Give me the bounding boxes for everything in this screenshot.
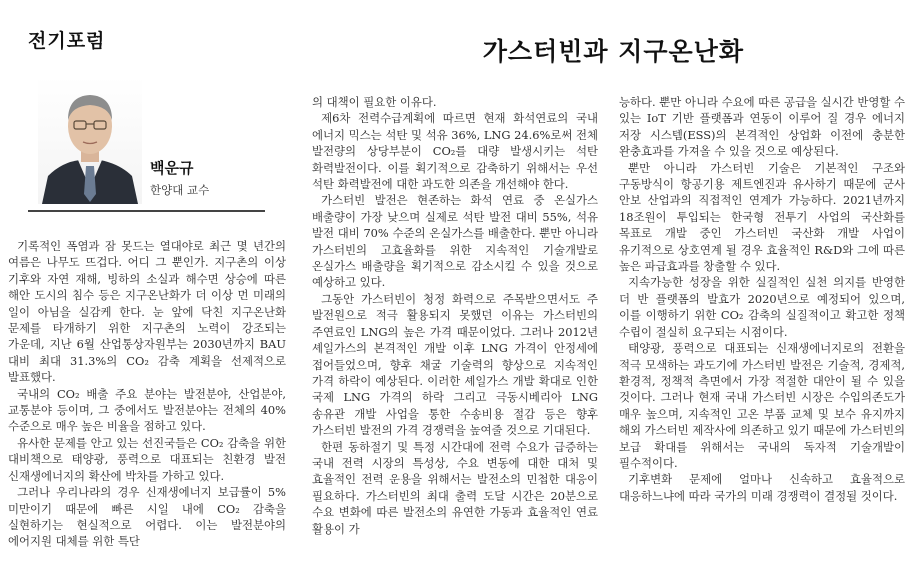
author-divider — [28, 210, 265, 212]
paragraph: 국내의 CO₂ 배출 주요 분야는 발전분야, 산업분야, 교통분야 등이며, 그 중에서도 발전분야는 전체의 40% 수준으로 매우 높은 비율을 점하고 있다. — [8, 386, 286, 434]
paragraph: 기록적인 폭염과 잠 못드는 열대야로 최근 몇 년간의 여름은 나무도 뜨겁다. 어디 그 뿐인가. 지구촌의 이상 기후와 자연 재해, 빙하의 소실과 해수면 상승에 따른 해안 도시의 침수 등은 지구온난화가 더 이상 먼 미래의 일이 아님을 실감케 한다. 눈 앞에 닥친 지구온난화 문제를 타개하기 위한 지구촌의 노력이 강조되는 가운데, 지난 6월 산업통상자원부는 2030년까지 BAU 대비 최대 31.3%의 CO₂ 감축 계획을 선제적으로 발표했다. — [8, 239, 286, 385]
author-portrait — [38, 76, 142, 204]
paragraph: 지속가능한 성장을 위한 실질적인 실천 의지를 반영한 더 반 플랫폼의 발효가 2020년으로 예정되어 있으며, 이를 이행하기 위한 CO₂ 감축의 실질적이고 확고한 정책 수립이 절실히 요구되는 시점이다. — [619, 275, 905, 339]
paragraph: 태양광, 풍력으로 대표되는 신재생에너지로의 전환을 적극 모색하는 과도기에 가스터빈 발전은 기술적, 경제적, 환경적, 정책적 측면에서 가장 적절한 대안이 될 수 있을 것이다. 그러나 현재 국내 가스터빈 시장은 수입의존도가 매우 높으며, 지속적인 고온 부품 교체 및 보수 유지까지 해외 가스터빈 제작사에 의존하고 있기 때문에 가스터빈의 보급 확대를 위해서는 국내의 독자적 기술개발이 필수적이다. — [619, 341, 905, 470]
section-title: 전기포럼 — [28, 30, 106, 52]
paragraph: 그동안 가스터빈이 청정 화력으로 주목받으면서도 주 발전원으로 적극 활용되지 못했던 이유는 가스터빈의 주연료인 LNG의 높은 가격 때문이었다. 그러나 2012년 셰일가스의 본격적인 개발 이후 LNG 가격이 안정세에 접어들었으며, 향후 채굴 기술력의 향상으로 지속적인 가격 하락이 예상된다. 이러한 셰일가스 개발 확대로 인한 국제 LNG 가격의 하락 그리고 극동시베리아 LNG 송유관 개발 사업을 통한 수송비용 절감 등은 향후 가스터빈 발전의 가격 경쟁력을 높여줄 것으로 기대된다. — [312, 291, 598, 438]
paragraph: 가스터빈 발전은 현존하는 화석 연료 중 온실가스 배출량이 가장 낮으며 실제로 석탄 발전 대비 55%, 석유 발전 대비 70% 수준의 온실가스를 배출한다. 뿐만 아니라 가스터빈의 고효율화를 위한 지속적인 기술개발로 온실가스 배출량을 획기적으로 감소시킬 수 있을 것으로 예상하고 있다. — [312, 193, 598, 290]
author-name: 백운규 — [150, 159, 194, 177]
paragraph: 제6차 전력수급계획에 따르면 현재 화석연료의 국내 에너지 믹스는 석탄 및 석유 36%, LNG 24.6%로써 전체 발전량의 상당부분이 CO₂를 대량 발생시키는 석탄 화력발전이다. 이를 획기적으로 감축하기 위해서는 우선 석탄 화력발전에 대한 과도한 의존을 개선해야 한다. — [312, 111, 598, 192]
paragraph: 기후변화 문제에 얼마나 신속하고 효율적으로 대응하느냐에 따라 국가의 미래 경쟁력이 결정될 것이다. — [619, 472, 905, 503]
article-headline: 가스터빈과 지구온난화 — [482, 37, 744, 66]
paragraph: 뿐만 아니라 가스터빈 기술은 기본적인 구조와 구동방식이 항공기용 제트엔진과 유사하기 때문에 군사 안보 산업과의 직접적인 연계가 가능하다. 2021년까지 18조원이 투입되는 한국형 전투기 사업의 국산화를 목표로 개발 중인 가스터빈 국산화 개발 사업이 유기적으로 상호연계 될 경우 효율적인 R&D와 그에 따른 높은 파급효과를 창출할 수 있다. — [619, 160, 905, 274]
paragraph: 유사한 문제를 안고 있는 선진국들은 CO₂ 감축을 위한 대비책으로 태양광, 풍력으로 대표되는 친환경 발전 신재생에너지의 확산에 박차를 가하고 있다. — [8, 435, 286, 483]
paragraph: 한편 동하절기 및 특정 시간대에 전력 수요가 급증하는 국내 전력 시장의 특성상, 수요 변동에 대한 대처 및 효율적인 전력 운용을 위해서는 발전소의 민첩한 대응이 필요하다. 가스터빈의 최대 출력 도달 시간은 20분으로 수요 변화에 따른 발전소의 유연한 가동과 효율적인 연료 활용이 가 — [312, 439, 598, 536]
paragraph: 그러나 우리나라의 경우 신재생에너지 보급률이 5% 미만이기 때문에 빠른 시일 내에 CO₂ 감축을 실현하기는 현실적으로 어렵다. 이는 발전분야의 에어지원 대체를 위한 특단 — [8, 485, 286, 549]
article-column-3 — [619, 94, 905, 504]
paragraph: 의 대책이 필요한 이유다. — [312, 95, 437, 109]
author-affiliation: 한양대 교수 — [150, 183, 210, 197]
paragraph: 능하다. 뿐만 아니라 수요에 따른 공급을 실시간 반영할 수 있는 IoT 기반 플랫폼과 연동이 이루어 질 경우 에너지 저장 시스템(ESS)의 본격적인 상업화 이전에 충분한 완충효과를 가져올 수 있을 것으로 예상된다. — [619, 95, 905, 159]
article-column-2 — [312, 94, 598, 537]
article-column-1 — [8, 238, 286, 550]
